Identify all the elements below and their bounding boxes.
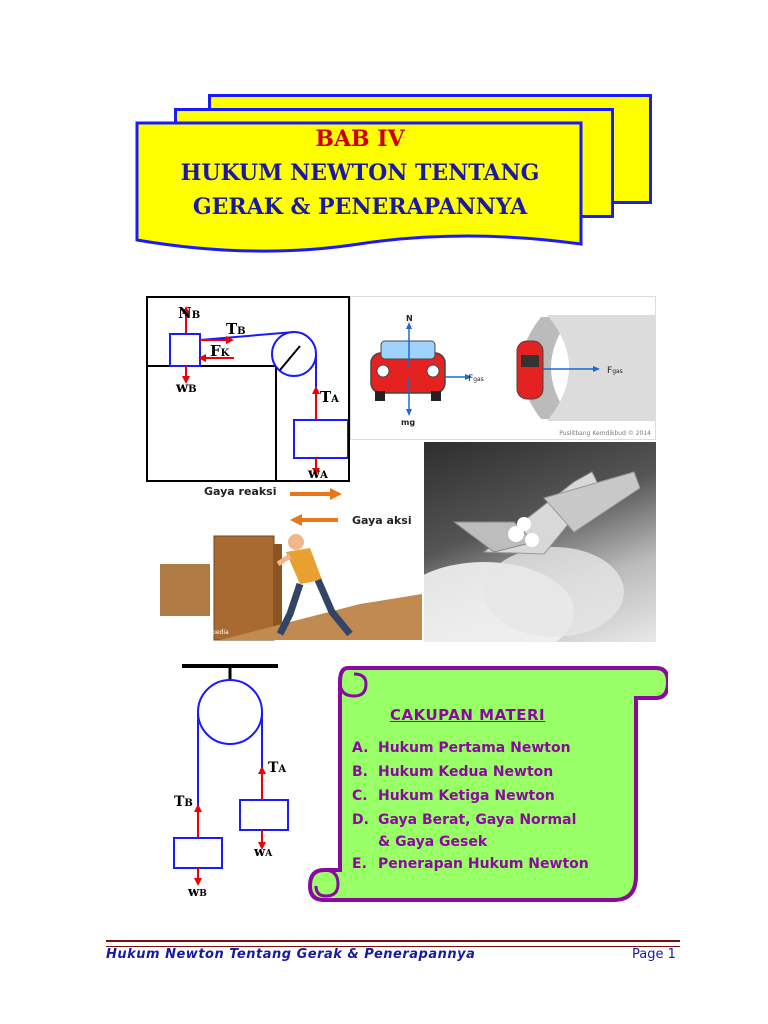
scope-heading: CAKUPAN MATERI (390, 706, 546, 724)
shuttle-svg (424, 442, 656, 642)
footer-title: Hukum Newton Tentang Gerak & Penerapannya (106, 947, 476, 962)
mass-b (174, 838, 222, 868)
car-forces-svg (351, 297, 655, 439)
pulley-label-wa: wA (254, 845, 273, 860)
pulley-wheel (198, 680, 262, 744)
action-arrow-icon (290, 514, 302, 526)
pulley-label-tb: TB (174, 794, 193, 810)
wardrobe (214, 536, 274, 640)
space-shuttle-photo (424, 442, 656, 642)
mass-a (240, 800, 288, 830)
block-a (294, 420, 348, 458)
title-line-2: GERAK & PENERAPANNYA (192, 194, 528, 220)
block-b (170, 334, 200, 366)
table-pulley-diagram (146, 296, 350, 482)
car-forces-image (350, 296, 656, 440)
scope-item-e: E. Penerapan Hukum Newton (352, 856, 589, 872)
scope-item-b: B. Hukum Kedua Newton (352, 764, 554, 780)
action-reaction-illustration (160, 484, 422, 642)
pulley-label-wb: wB (188, 885, 207, 900)
table-pulley-svg (148, 298, 348, 480)
pulley-label-ta: TA (268, 760, 287, 776)
scope-item-d: D. Gaya Berat, Gaya Normal (352, 812, 577, 828)
label-fgas-2: Fgas (607, 366, 623, 376)
person-head (288, 534, 304, 550)
label-fgas-1: Fgas (468, 374, 484, 384)
action-credit: Encarta Encyclopedia (164, 629, 229, 636)
scope-item-d-cont: & Gaya Gesek (378, 834, 488, 850)
label-fk: FK (210, 342, 230, 360)
chapter-label: BAB IV (315, 126, 405, 152)
reaction-arrow-icon (330, 488, 342, 500)
label-n: N (406, 314, 413, 323)
label-wb: wB (176, 380, 197, 396)
label-ta: TA (320, 388, 339, 406)
box-small (160, 564, 210, 616)
label-nb: NB (178, 304, 201, 322)
scope-item-a: A. Hukum Pertama Newton (352, 740, 571, 756)
reaction-label: Gaya reaksi (204, 485, 277, 498)
action-label: Gaya aksi (352, 514, 412, 527)
scope-item-c: C. Hukum Ketiga Newton (352, 788, 555, 804)
label-tb: TB (226, 320, 246, 338)
footer-rule (106, 940, 680, 947)
page-number: Page 1 (632, 947, 676, 962)
car-top-icon (517, 341, 543, 399)
label-mg: mg (401, 418, 416, 427)
title-line-1: HUKUM NEWTON TENTANG (180, 160, 540, 186)
cars-credit: Puslitbang Kemdikbud © 2014 (559, 430, 651, 437)
label-wa: wA (308, 466, 328, 480)
atwood-machine-diagram (168, 660, 298, 910)
scope-list (352, 736, 642, 876)
